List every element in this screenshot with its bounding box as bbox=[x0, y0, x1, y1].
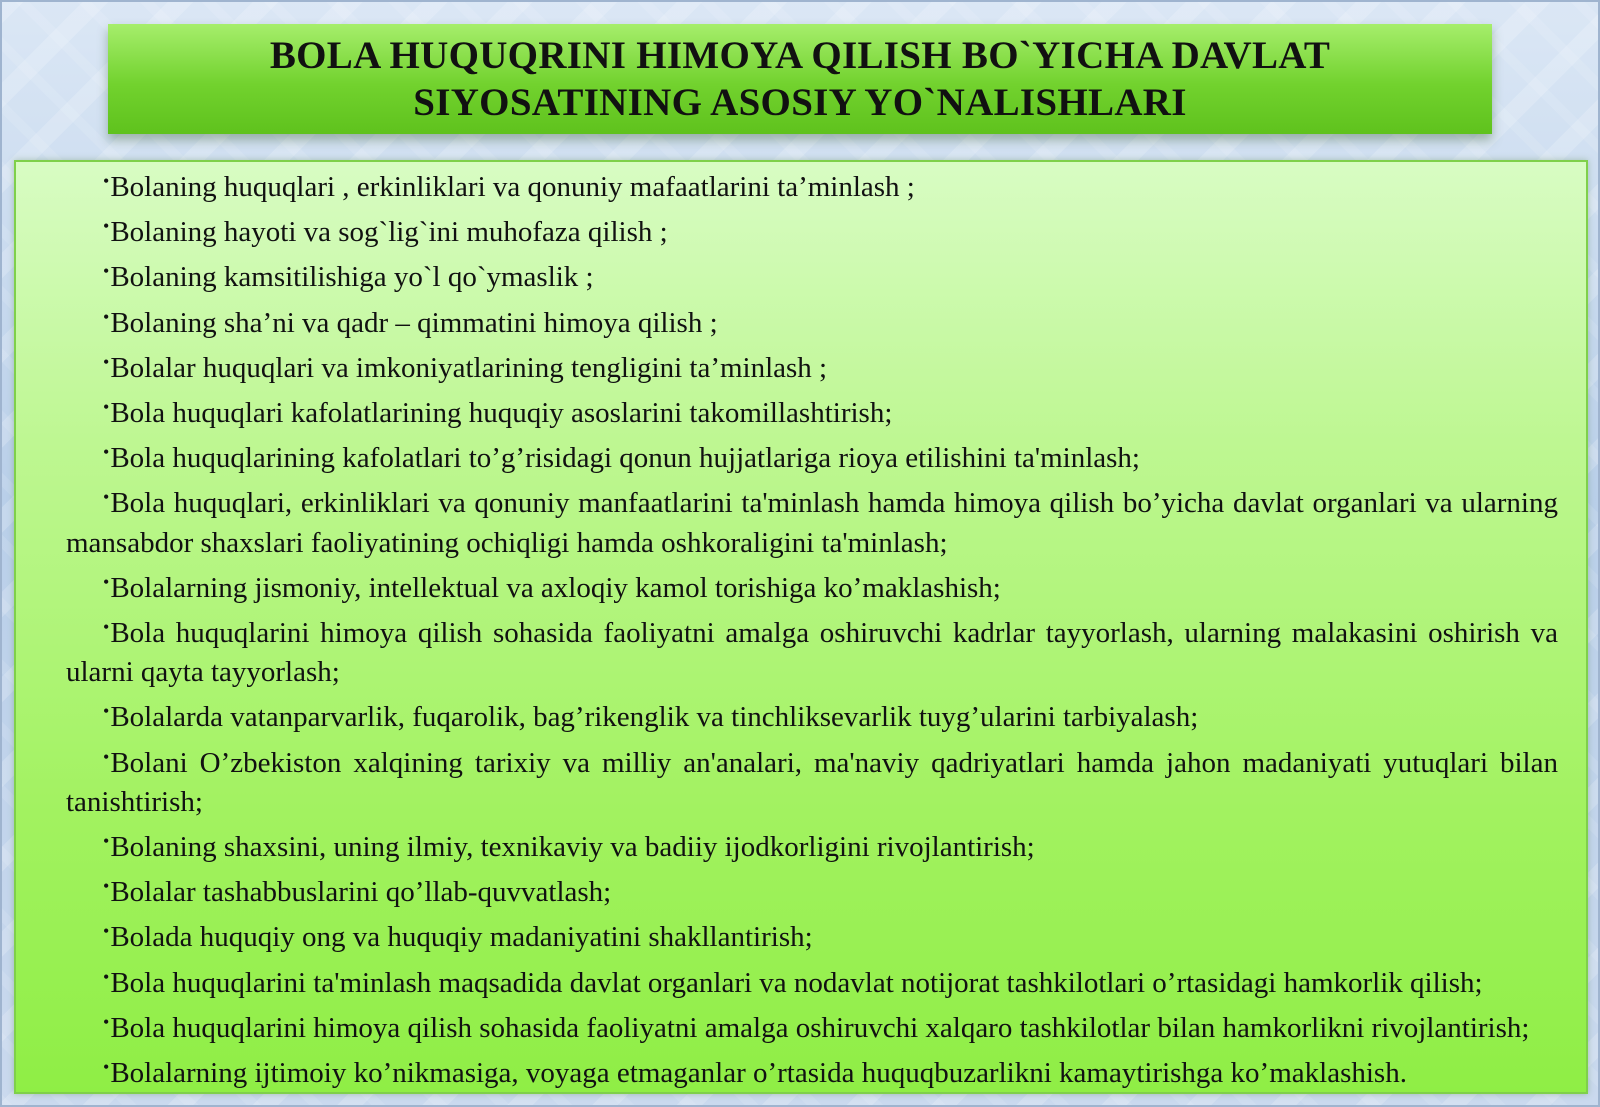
list-item bbox=[66, 388, 1558, 433]
list-item-text: Bolaning huquqlari , erkinliklari va qonuniy mafaatlarini ta’minlash ; bbox=[110, 171, 915, 203]
list-item-text: Bolalarda vatanparvarlik, fuqarolik, bag’rikenglik va tinchliksevarlik tuyg’ularini tarbiyalash; bbox=[110, 701, 1199, 734]
list-item bbox=[66, 298, 1558, 343]
list-item bbox=[66, 207, 1558, 252]
bullet-icon: • bbox=[103, 831, 110, 852]
content-panel bbox=[14, 160, 1588, 1094]
list-item bbox=[66, 478, 1558, 562]
bullet-icon: • bbox=[103, 351, 110, 372]
bullet-icon: • bbox=[103, 966, 110, 987]
bullet-icon: • bbox=[103, 487, 110, 508]
list-item-text: Bola huquqlarini himoya qilish sohasida faoliyatni amalga oshiruvchi kadrlar tayyorlash, ularning malakasini oshirish va ularni qayta tayyorlash; bbox=[66, 617, 1558, 689]
list-item bbox=[66, 1048, 1558, 1093]
bullet-icon: • bbox=[103, 746, 110, 767]
list-item-text: Bolalar tashabbuslarini qo’llab-quvvatlash; bbox=[110, 876, 612, 909]
list-item-text: Bolaning kamsitilishiga yo`l qo`ymaslik ; bbox=[110, 261, 594, 294]
bullet-icon: • bbox=[103, 442, 110, 463]
list-item-text: Bolalar huquqlari va imkoniyatlarining tengligini ta’minlash ; bbox=[110, 351, 828, 384]
bullet-icon: • bbox=[103, 306, 110, 327]
bullet-icon: • bbox=[103, 1057, 110, 1078]
list-item bbox=[66, 162, 1558, 207]
bullet-icon: • bbox=[103, 397, 110, 418]
list-item-text: Bola huquqlarining kafolatlari to’g’risidagi qonun hujjatlariga rioya etilishini ta'minlash; bbox=[110, 442, 1140, 475]
bullet-icon: • bbox=[103, 571, 110, 592]
bullet-list bbox=[66, 162, 1558, 1093]
list-item bbox=[66, 958, 1558, 1003]
list-item-text: Bolalarning jismoniy, intellektual va axloqiy kamol torishiga ko’maklashish; bbox=[110, 571, 1001, 604]
list-item bbox=[66, 1003, 1558, 1048]
list-item bbox=[66, 867, 1558, 912]
list-item-text: Bolaning shaxsini, uning ilmiy, texnikaviy va badiiy ijodkorligini rivojlantirish; bbox=[110, 831, 1035, 864]
list-item-text: Bola huquqlarini himoya qilish sohasida faoliyatni amalga oshiruvchi xalqaro tashkilotlar bilan hamkorlikni rivojlantirish; bbox=[110, 1011, 1530, 1044]
list-item bbox=[66, 433, 1558, 478]
slide-title-line-2: SIYOSATINING ASOSIY YO`NALISHLARI bbox=[413, 81, 1187, 124]
list-item bbox=[66, 563, 1558, 608]
list-item bbox=[66, 692, 1558, 737]
list-item-text: Bolalarning ijtimoiy ko’nikmasiga, voyaga etmaganlar o’rtasida huquqbuzarlikni kamaytirishga ko’maklashish. bbox=[110, 1057, 1407, 1090]
list-item-text: Bolaning sha’ni va qadr – qimmatini himoya qilish ; bbox=[110, 306, 718, 339]
title-banner bbox=[108, 24, 1492, 134]
list-item-text: Bolada huquqiy ong va huquqiy madaniyatini shakllantirish; bbox=[110, 921, 813, 954]
list-item bbox=[66, 822, 1558, 867]
bullet-icon: • bbox=[103, 261, 110, 282]
list-item-text: Bolani O’zbekiston xalqining tarixiy va milliy an'analari, ma'naviy qadriyatlari hamda jahon madaniyati yutuqlari bilan tanishtirish; bbox=[66, 746, 1558, 818]
list-item-text: Bola huquqlari, erkinliklari va qonuniy manfaatlarini ta'minlash hamda himoya qilish bo’yicha davlat organlari va ularning mansabdor shaxslari faoliyatining ochiqligi hamda oshkoraligini ta'minlash; bbox=[66, 487, 1558, 559]
bullet-icon: • bbox=[103, 876, 110, 897]
bullet-icon: • bbox=[103, 1011, 110, 1032]
list-item-text: Bolaning hayoti va sog`lig`ini muhofaza qilish ; bbox=[110, 216, 668, 249]
list-item bbox=[66, 252, 1558, 297]
list-item-text: Bola huquqlarini ta'minlash maqsadida davlat organlari va nodavlat notijorat tashkilotlari o’rtasidagi hamkorlik qilish; bbox=[110, 966, 1483, 999]
list-item bbox=[66, 343, 1558, 388]
bullet-icon: • bbox=[103, 216, 110, 237]
list-item bbox=[66, 608, 1558, 692]
slide-title-line-1: BOLA HUQUQRINI HIMOYA QILISH BO`YICHA DAVLAT bbox=[269, 34, 1331, 77]
bullet-icon: • bbox=[103, 701, 110, 722]
list-item-text: Bola huquqlari kafolatlarining huquqiy asoslarini takomillashtirish; bbox=[110, 397, 893, 430]
bullet-icon: • bbox=[103, 171, 110, 191]
slide-title bbox=[270, 32, 1330, 126]
bullet-icon: • bbox=[103, 921, 110, 942]
list-item bbox=[66, 912, 1558, 957]
list-item bbox=[66, 738, 1558, 822]
bullet-icon: • bbox=[103, 617, 110, 638]
